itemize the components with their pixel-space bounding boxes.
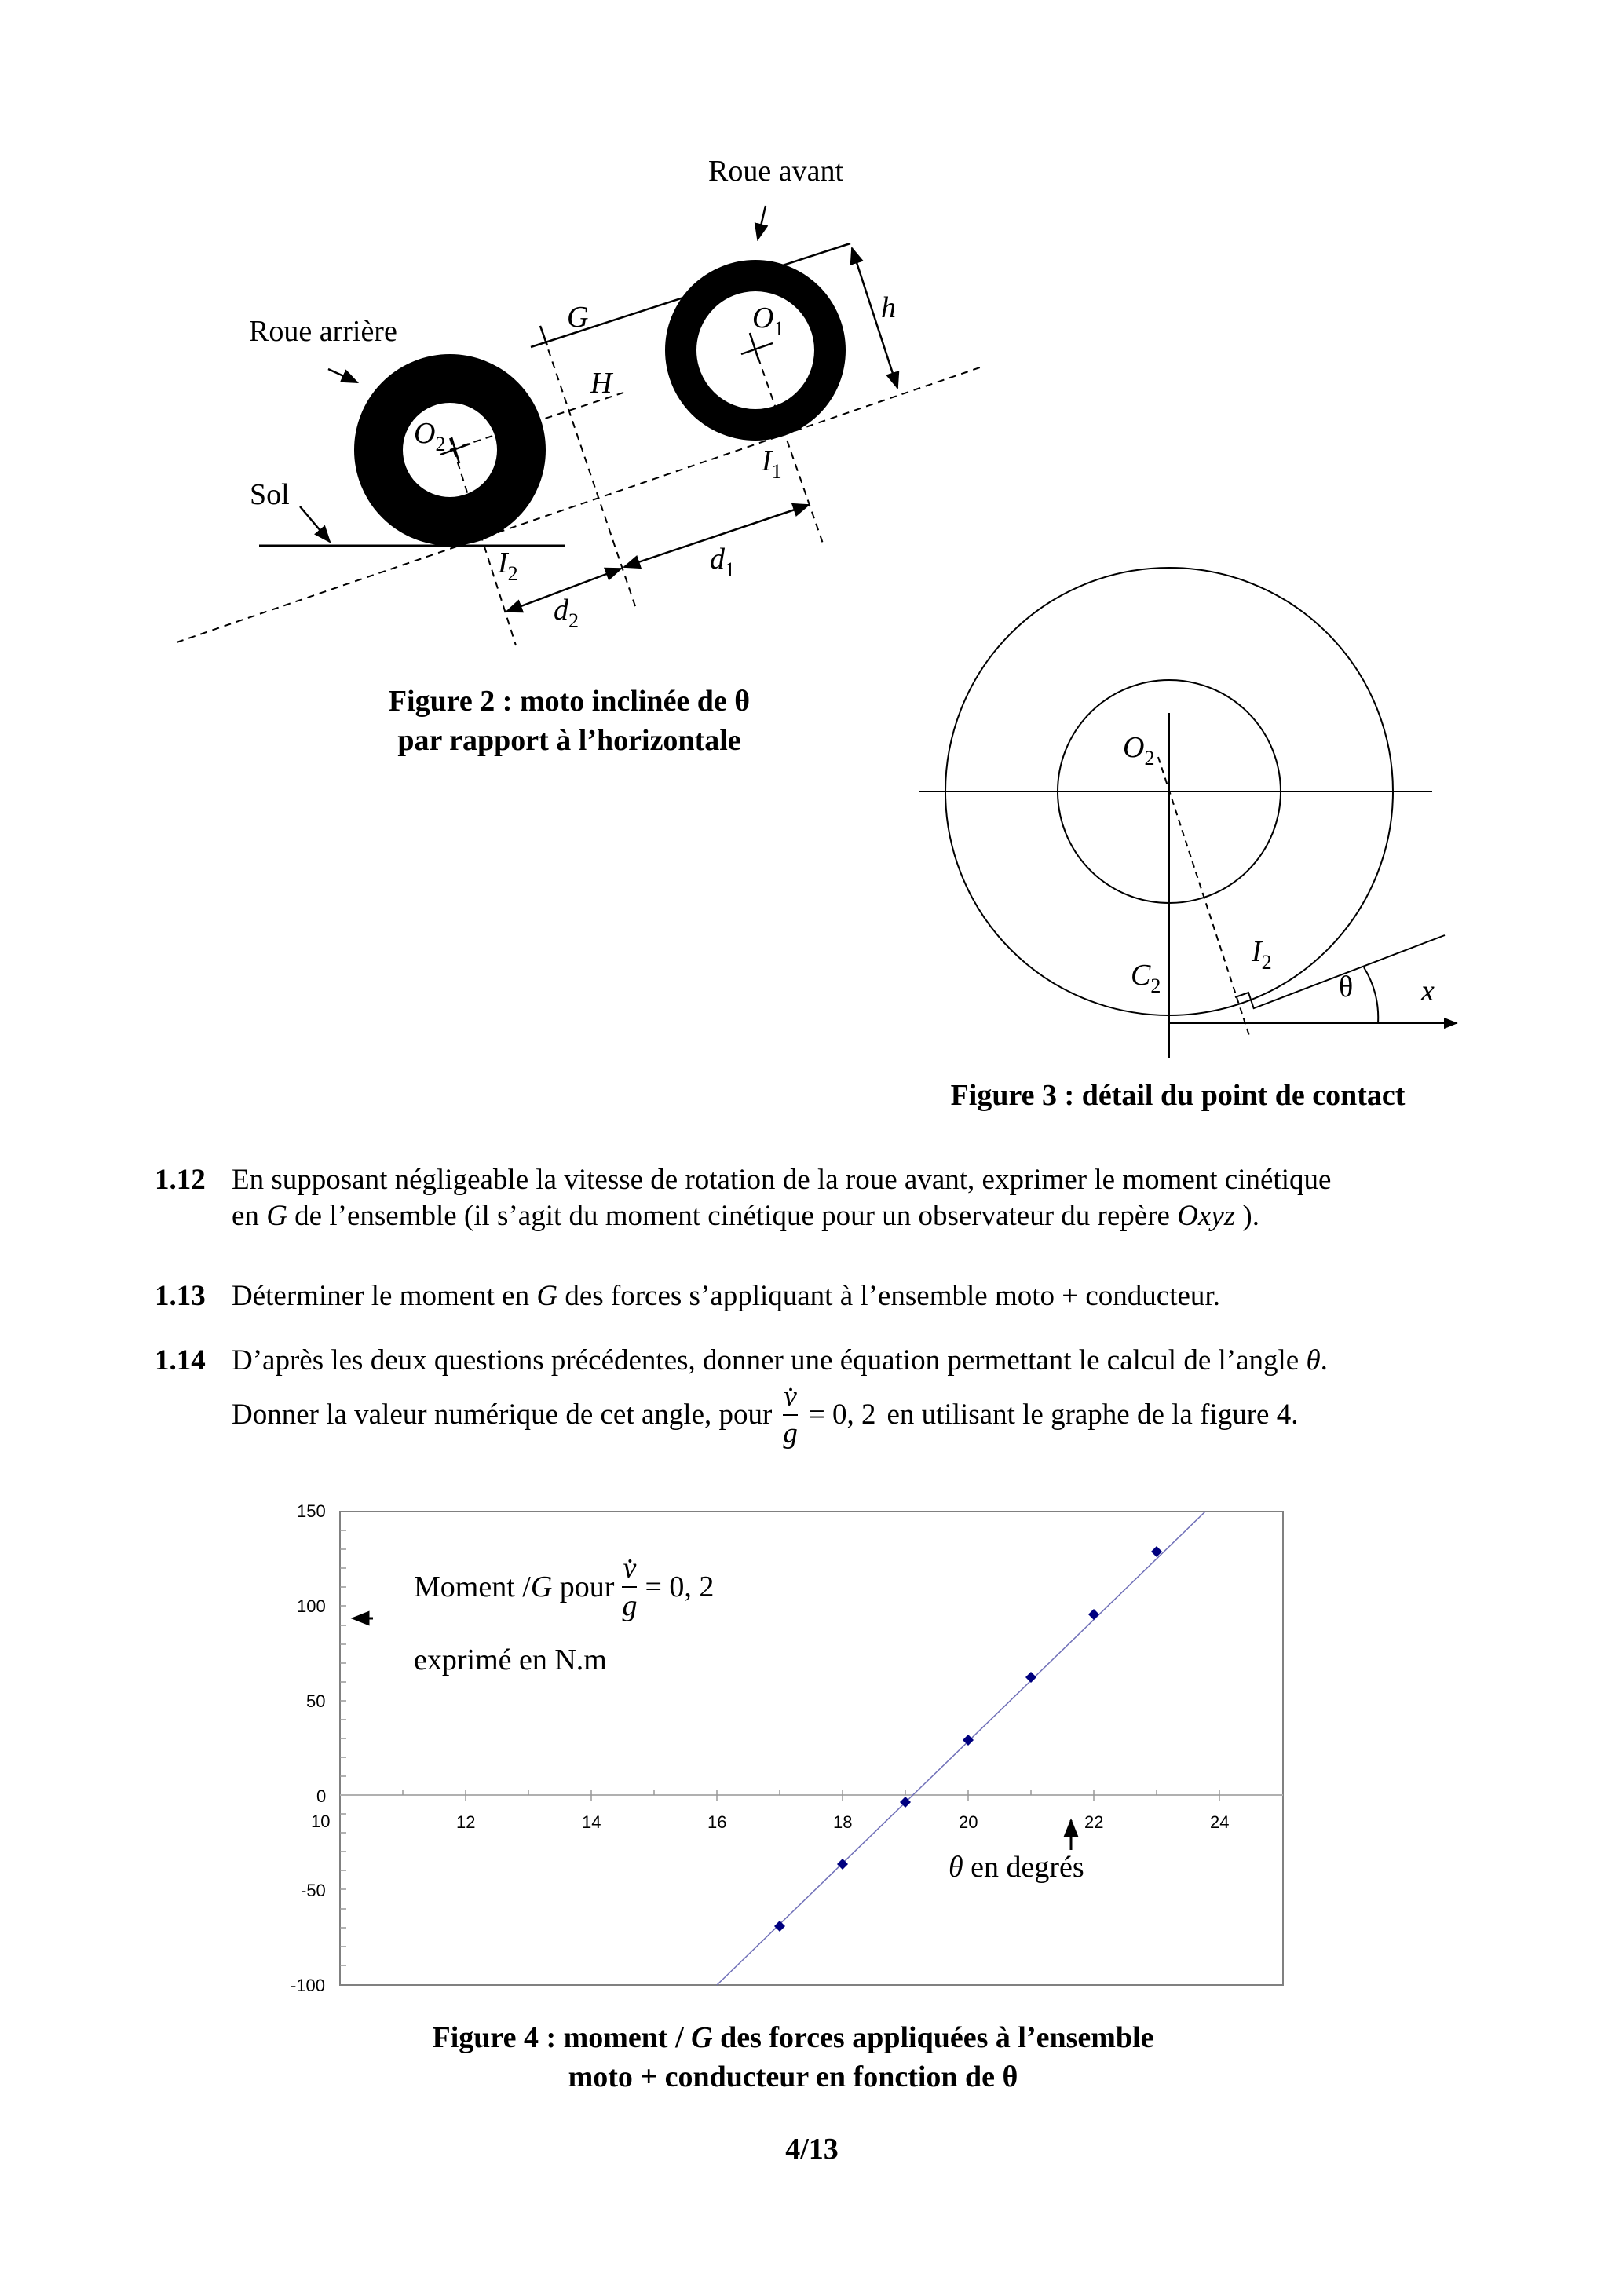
figure-2-caption-line2: par rapport à l’horizontale: [397, 724, 741, 757]
x-tick-label: 12: [456, 1812, 476, 1832]
trend-line: [717, 1512, 1205, 1985]
x-tick-label: 24: [1210, 1812, 1230, 1832]
y-tick-label: 50: [306, 1691, 326, 1711]
figure-4-caption-line1: Figure 4 : moment / G des forces appliquées à l’ensemble: [432, 2021, 1154, 2054]
figure-3-caption: Figure 3 : détail du point de contact: [950, 1079, 1406, 1112]
label-H: H: [590, 367, 612, 400]
figure-4-caption-line2: moto + conducteur en fonction de θ: [568, 2060, 1018, 2093]
question-text-line1: D’après les deux questions précédentes, donner une équation permettant le calcul de l’angle θ.: [232, 1344, 1328, 1377]
x-tick-label: 22: [1084, 1812, 1104, 1832]
label-roue-avant: Roue avant: [708, 155, 844, 188]
data-point: [963, 1735, 974, 1746]
figure-4-caption: [314, 2018, 1272, 2097]
label-I1: $I_1$: [762, 444, 782, 483]
question-text-line2: Donner la valeur numérique de cet angle, pour $\frac{v̇}{g}$ = 0, 2 en utilisant le graphe de la figure 4.: [232, 1380, 1299, 1450]
x-tick-label: 14: [582, 1812, 601, 1832]
label-h: h: [881, 291, 896, 324]
y-tick-label: -100: [291, 1976, 326, 1995]
y-tick-label: 0: [316, 1786, 327, 1806]
chart-xlabel: θ en degrés: [949, 1851, 1084, 1884]
question-number: 1.12: [155, 1164, 206, 1196]
question-number: 1.14: [155, 1344, 206, 1377]
y-tick-label: -50: [301, 1881, 326, 1900]
y-minor-ticks: [340, 1530, 346, 1965]
page-number: 4/13: [785, 2133, 839, 2166]
question-text: Déterminer le moment en G des forces s’appliquant à l’ensemble moto + conducteur.: [232, 1280, 1220, 1312]
label-O2: $O_2$: [414, 417, 446, 455]
data-point: [1088, 1609, 1099, 1620]
fig3-label-O2: $O_2$: [1123, 731, 1155, 770]
data-point: [774, 1921, 785, 1932]
label-d1: $d_1$: [710, 543, 735, 581]
chart-annotation-moment: Moment /G pour $\frac{v̇}{g}$ = 0, 2: [414, 1552, 715, 1622]
label-roue-arriere: Roue arrière: [249, 315, 397, 348]
fig3-label-C2: $C_2$: [1131, 959, 1161, 997]
label-d2: $d_2$: [554, 594, 579, 632]
question-number: 1.13: [155, 1280, 206, 1312]
fig3-label-theta: θ: [1339, 971, 1354, 1004]
x-tick-label: 20: [959, 1812, 978, 1832]
v-dot-over-g-fraction: $\frac{v̇}{g}$: [783, 1380, 798, 1450]
y-tick-label: 150: [297, 1501, 326, 1521]
v-dot-over-g-fraction: $\frac{v̇}{g}$: [622, 1552, 638, 1622]
fig3-label-x: x: [1421, 974, 1435, 1007]
x-tick-label: 16: [707, 1812, 727, 1832]
label-sol: Sol: [250, 478, 290, 511]
data-point: [1025, 1672, 1036, 1683]
x-tick-label: 10: [311, 1812, 331, 1831]
chart-annotation-unit: exprimé en N.m: [414, 1643, 607, 1676]
figure-2-caption-line1: Figure 2 : moto inclinée de θ: [388, 685, 751, 718]
label-I2: $I_2$: [498, 547, 518, 585]
label-G: G: [567, 301, 589, 334]
fig3-label-I2: $I_2$: [1252, 935, 1272, 974]
question-text-line1: En supposant négligeable la vitesse de rotation de la roue avant, exprimer le moment cinétique: [232, 1164, 1332, 1196]
x-tick-label: 18: [833, 1812, 853, 1832]
y-tick-label: 100: [297, 1596, 326, 1616]
question-text-line2: en G de l’ensemble (il s’agit du moment cinétique pour un observateur du repère Oxyz ).: [232, 1200, 1259, 1232]
label-O1: $O_1$: [752, 302, 784, 340]
